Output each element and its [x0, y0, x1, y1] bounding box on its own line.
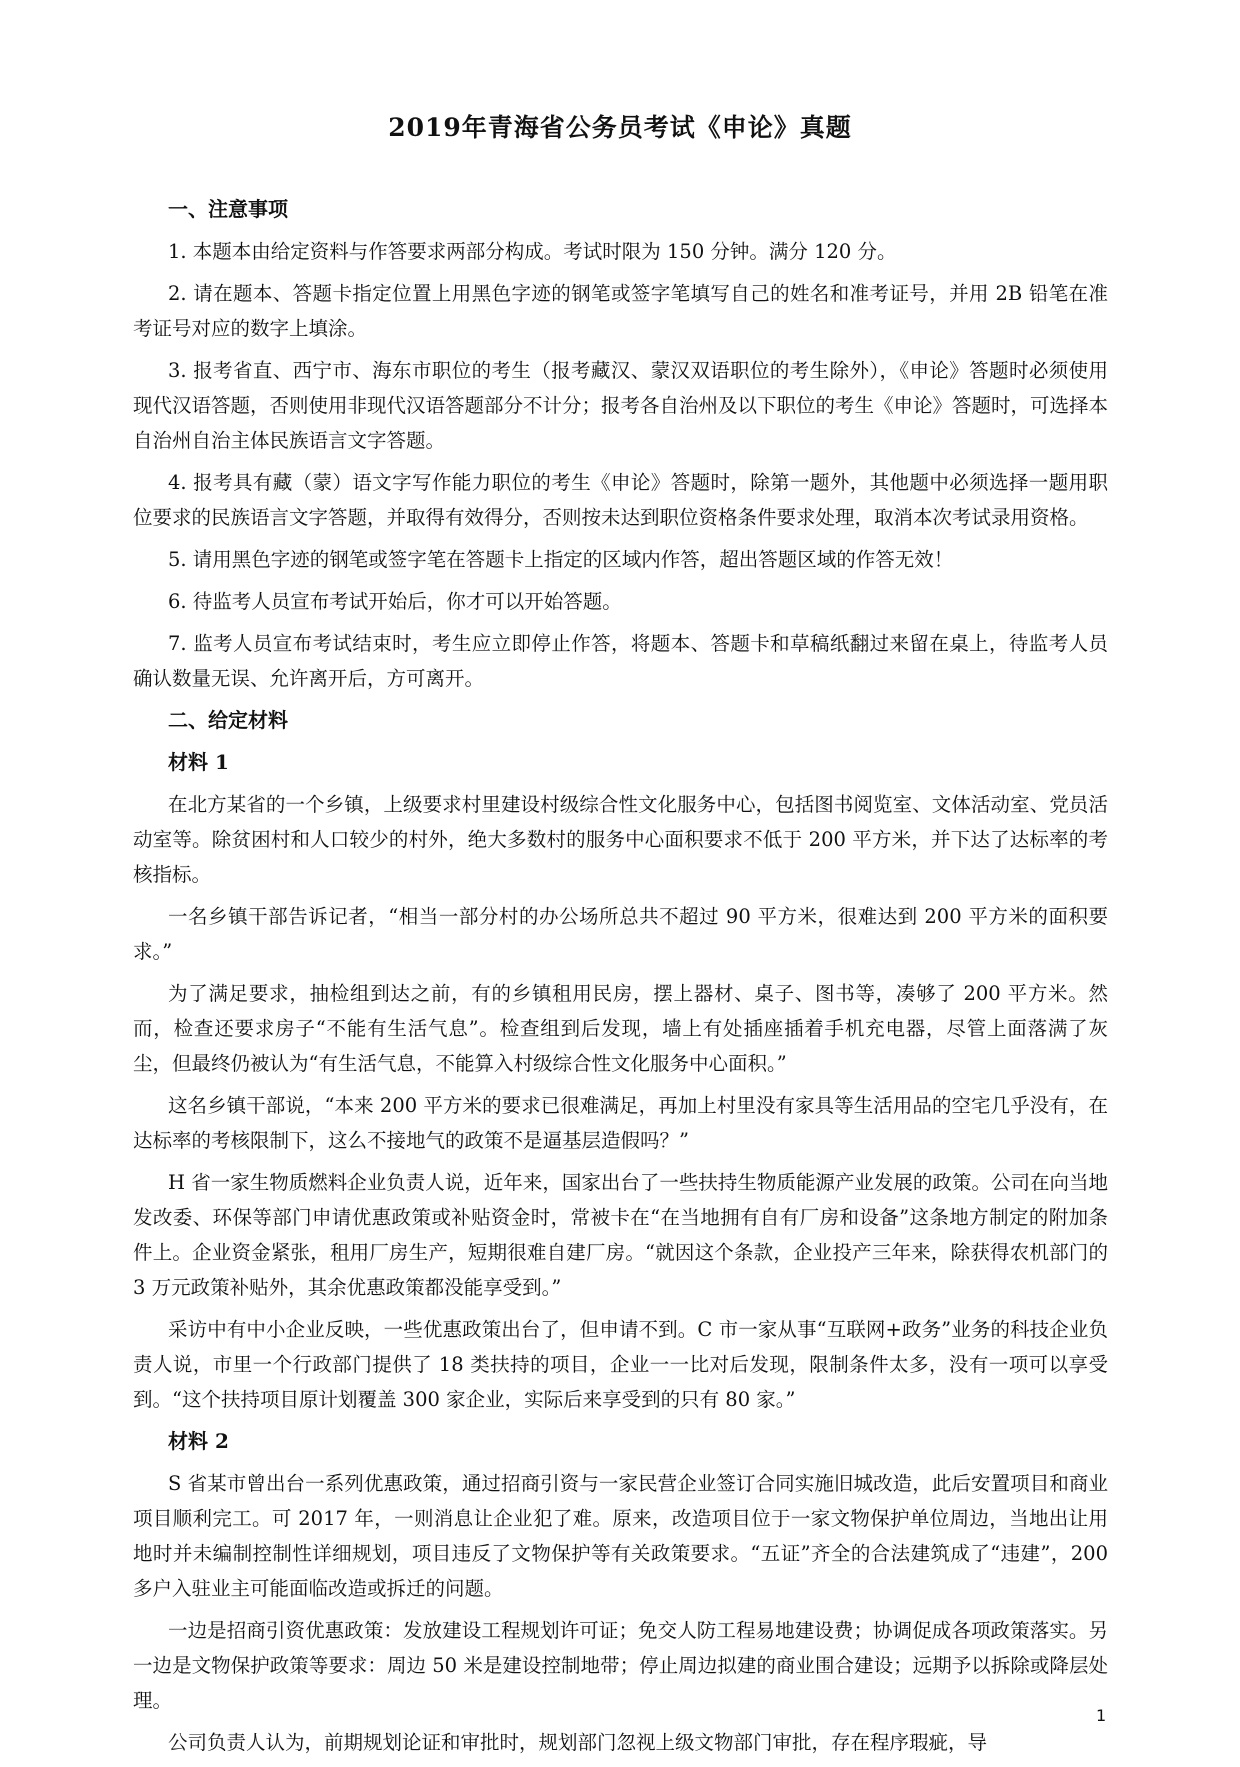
material-paragraph: 一边是招商引资优惠政策：发放建设工程规划许可证；免交人防工程易地建设费；协调促成各项政策落实。另一边是文物保护政策等要求：周边 50 米是建设控制地带；停止周边拟建的商业围合建设；远期予以拆除或降层处理。: [133, 1619, 1108, 1712]
material-paragraph: 在北方某省的一个乡镇，上级要求村里建设村级综合性文化服务中心，包括图书阅览室、文体活动室、党员活动室等。除贫困村和人口较少的村外，绝大多数村的服务中心面积要求不低于 200 平方米，并下达了达标率的考核指标。: [133, 793, 1108, 886]
section-heading-materials: 二、给定材料: [168, 708, 288, 732]
material-heading: 材料 1: [168, 750, 229, 774]
note-item: 4. 报考具有藏（蒙）语文字写作能力职位的考生《申论》答题时，除第一题外，其他题中必须选择一题用职位要求的民族语言文字答题，并取得有效得分，否则按未达到职位资格条件要求处理，取消本次考试录用资格。: [133, 471, 1108, 529]
note-item: 2. 请在题本、答题卡指定位置上用黑色字迹的钢笔或签字笔填写自己的姓名和准考证号，并用 2B 铅笔在准考证号对应的数字上填涂。: [133, 282, 1108, 340]
material-heading: 材料 2: [168, 1429, 229, 1453]
material-paragraph: 这名乡镇干部说，“本来 200 平方米的要求已很难满足，再加上村里没有家具等生活用品的空宅几乎没有，在达标率的考核限制下，这么不接地气的政策不是逼基层造假吗？”: [133, 1094, 1108, 1152]
material-paragraph: S 省某市曾出台一系列优惠政策，通过招商引资与一家民营企业签订合同实施旧城改造，此后安置项目和商业项目顺利完工。可 2017 年，一则消息让企业犯了难。原来，改造项目位于一家文物保护单位周边，当地出让用地时并未编制控制性详细规划，项目违反了文物保护等有关政策要求。“五证”齐全的合法建筑成了“违建”，200 多户入驻业主可能面临改造或拆迁的问题。: [133, 1472, 1108, 1600]
section-heading-notes: 一、注意事项: [168, 197, 288, 221]
note-item: 1. 本题本由给定资料与作答要求两部分构成。考试时限为 150 分钟。满分 120 分。: [168, 240, 897, 263]
page-number: 1: [1096, 1706, 1107, 1725]
note-item: 3. 报考省直、西宁市、海东市职位的考生（报考藏汉、蒙汉双语职位的考生除外），《申论》答题时必须使用现代汉语答题，否则使用非现代汉语答题部分不计分；报考各自治州及以下职位的考生《申论》答题时，可选择本自治州自治主体民族语言文字答题。: [133, 359, 1109, 452]
material-paragraph: 公司负责人认为，前期规划论证和审批时，规划部门忽视上级文物部门审批，存在程序瑕疵，导: [168, 1731, 988, 1754]
material-paragraph: H 省一家生物质燃料企业负责人说，近年来，国家出台了一些扶持生物质能源产业发展的政策。公司在向当地发改委、环保等部门申请优惠政策或补贴资金时，常被卡在“在当地拥有自有厂房和设备”这条地方制定的附加条件上。企业资金紧张，租用厂房生产，短期很难自建厂房。“就因这个条款，企业投产三年来，除获得农机部门的 3 万元政策补贴外，其余优惠政策都没能享受到。”: [133, 1171, 1108, 1299]
material-paragraph: 为了满足要求，抽检组到达之前，有的乡镇租用民房，摆上器材、桌子、图书等，凑够了 200 平方米。然而，检查还要求房子“不能有生活气息”。检查组到后发现，墙上有处插座插着手机充电器，尽管上面落满了灰尘，但最终仍被认为“有生活气息，不能算入村级综合性文化服务中心面积。”: [133, 982, 1108, 1075]
note-item: 7. 监考人员宣布考试结束时，考生应立即停止作答，将题本、答题卡和草稿纸翻过来留在桌上，待监考人员确认数量无误、允许离开后，方可离开。: [133, 632, 1108, 690]
note-item: 6. 待监考人员宣布考试开始后，你才可以开始答题。: [168, 590, 622, 613]
material-paragraph: 一名乡镇干部告诉记者，“相当一部分村的办公场所总共不超过 90 平方米，很难达到 200 平方米的面积要求。”: [133, 905, 1108, 963]
document-title: 2019年青海省公务员考试《申论》真题: [388, 113, 852, 142]
material-paragraph: 采访中有中小企业反映，一些优惠政策出台了，但申请不到。C 市一家从事“互联网+政务”业务的科技企业负责人说，市里一个行政部门提供了 18 类扶持的项目，企业一一比对后发现，限制条件太多，没有一项可以享受到。“这个扶持项目原计划覆盖 300 家企业，实际后来享受到的只有 80 家。”: [133, 1318, 1108, 1411]
document-body: [133, 192, 1108, 1767]
note-item: 5. 请用黑色字迹的钢笔或签字笔在答题卡上指定的区域内作答，超出答题区域的作答无效！: [168, 548, 954, 571]
